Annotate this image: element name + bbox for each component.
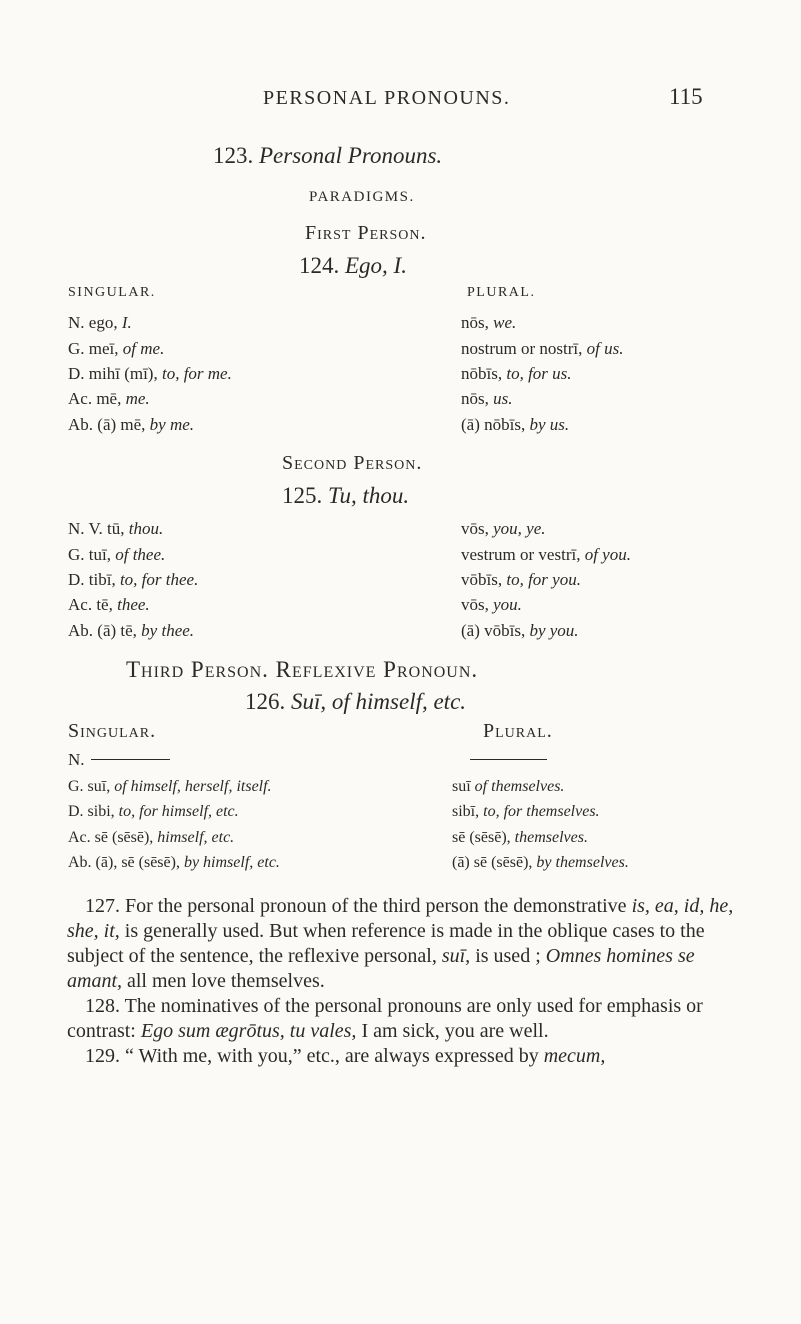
table-row: nōs, us.: [461, 389, 513, 408]
table-row: suī of themselves.: [452, 778, 565, 795]
subsection-title: Tu, thou.: [328, 483, 410, 508]
table-row: nōbīs, to, for us.: [461, 364, 572, 383]
table-row: G. tuī, of thee.: [68, 545, 166, 564]
paragraph-128: 128. The nominatives of the personal pronouns are only used for emphasis or contrast: Ego sum ægrōtus, tu vales, I am sick, you are well.: [67, 995, 703, 1042]
table-row: G. meī, of me.: [68, 339, 165, 358]
subsection-number: 126.: [245, 689, 286, 714]
table-row: sibī, to, for themselves.: [452, 803, 600, 820]
table-row: vōbīs, to, for you.: [461, 570, 581, 589]
section-123-heading: [213, 143, 442, 169]
table-row: vestrum or vestrī, of you.: [461, 545, 631, 564]
table-row: nostrum or nostrī, of us.: [461, 339, 624, 358]
section-title: Personal Pronouns.: [259, 143, 443, 168]
table-row: N. ego, I.: [68, 313, 132, 332]
subsection-title: Ego, I.: [345, 253, 407, 278]
table-row: Ac. tē, thee.: [68, 595, 150, 614]
table-row: (ā) nōbīs, by us.: [461, 415, 570, 434]
table-row: Ab. (ā) mē, by me.: [68, 415, 195, 434]
third-person-subheading: [245, 689, 466, 715]
paragraph-127: 127. For the personal pronoun of the third person the demonstrative is, ea, id, he, she, it, is generally used. But when reference is made in the oblique cases to the subject of the sentence, the reflexive personal, suī, is used ; Omnes homines se amant, all men love themselves.: [67, 895, 734, 992]
table-row: (ā) sē (sēsē), by themselves.: [452, 854, 629, 871]
plural-label: PLURAL.: [467, 285, 536, 300]
first-person-heading: First Person.: [305, 222, 427, 244]
table-row: nōs, we.: [461, 313, 517, 332]
table-row: D. sibi, to, for himself, etc.: [68, 803, 239, 820]
page-number: 115: [669, 84, 703, 109]
running-header-title: PERSONAL PRONOUNS.: [263, 87, 511, 109]
table-row: N. V. tū, thou.: [68, 519, 164, 538]
paradigms-label: PARADIGMS.: [309, 189, 415, 205]
table-row: D. tibī, to, for thee.: [68, 570, 199, 589]
empty-form-dash: [91, 759, 170, 760]
table-row: D. mihī (mī), to, for me.: [68, 364, 232, 383]
second-person-heading: Second Person.: [282, 452, 423, 474]
singular-label: SINGULAR.: [68, 285, 156, 300]
subsection-number: 125.: [282, 483, 323, 508]
table-row: vōs, you.: [461, 595, 522, 614]
table-row: vōs, you, ye.: [461, 519, 546, 538]
first-person-subheading: [299, 253, 407, 279]
subsection-title: Suī, of himself, etc.: [291, 689, 467, 714]
table-row: (ā) vōbīs, by you.: [461, 621, 579, 640]
second-person-subheading: [282, 483, 409, 509]
table-row: Ab. (ā) tē, by thee.: [68, 621, 195, 640]
table-row: Ab. (ā), sē (sēsē), by himself, etc.: [68, 854, 280, 871]
nominative-label: N.: [68, 750, 85, 769]
plural-label: Plural.: [483, 720, 553, 742]
table-row: sē (sēsē), themselves.: [452, 829, 588, 846]
singular-label: Singular.: [68, 720, 157, 742]
section-number: 123.: [213, 143, 254, 168]
third-person-heading: Third Person. Reflexive Pronoun.: [126, 657, 479, 682]
paragraph-129: 129. “ With me, with you,” etc., are always expressed by mecum,: [85, 1045, 606, 1067]
subsection-number: 124.: [299, 253, 340, 278]
table-row: Ac. mē, me.: [68, 389, 150, 408]
empty-form-dash: [470, 759, 547, 760]
table-row: Ac. sē (sēsē), himself, etc.: [68, 829, 235, 846]
table-row: G. suī, of himself, herself, itself.: [68, 778, 272, 795]
